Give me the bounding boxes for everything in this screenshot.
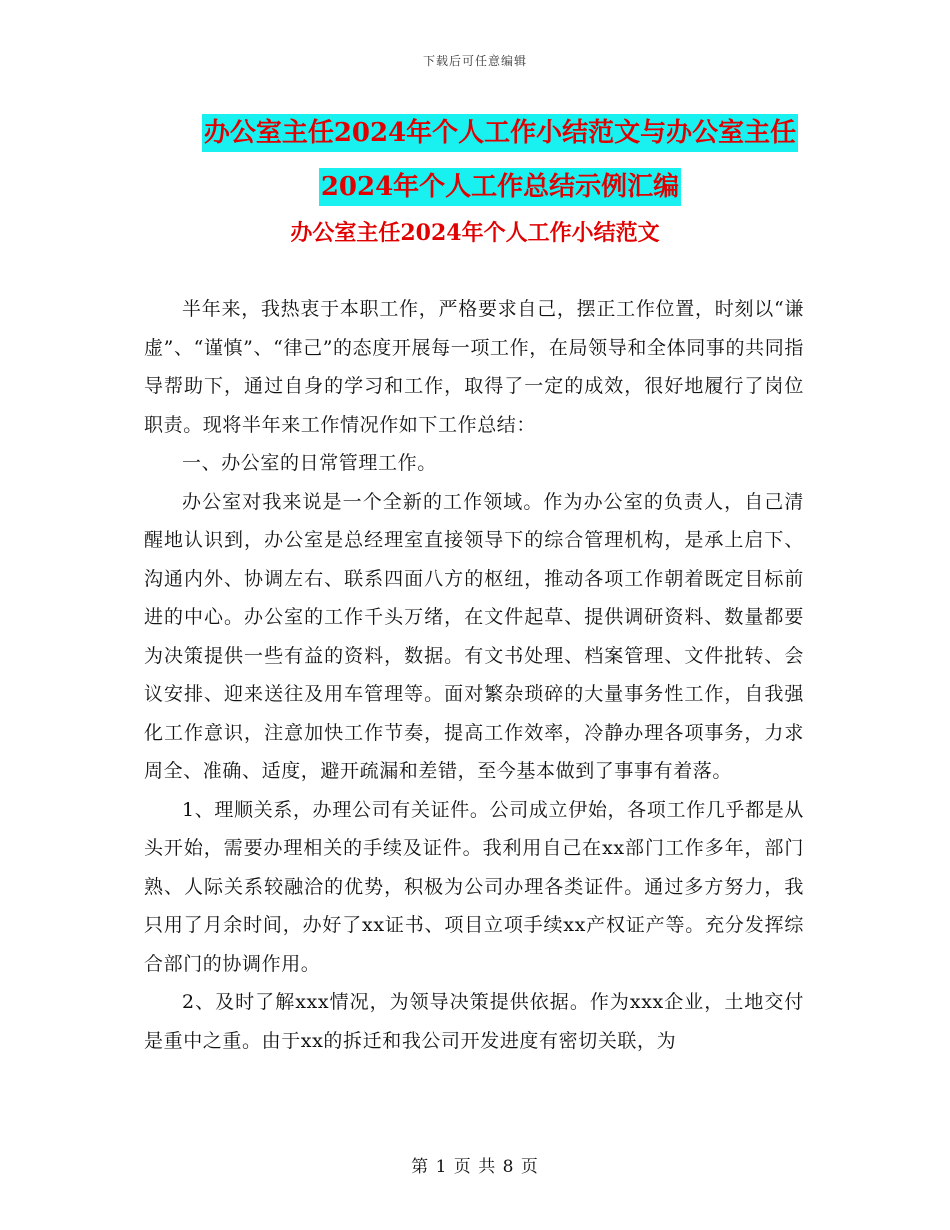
body-text (144, 290, 804, 1060)
paragraph-item-2: 2、及时了解xxx情况，为领导决策提供依据。作为xxx企业，土地交付是重中之重。由于xx的拆迁和我公司开发进度有密切关联，为 (144, 991, 804, 1052)
paragraph-office-overview: 办公室对我来说是一个全新的工作领域。作为办公室的负责人，自己清醒地认识到，办公室是总经理室直接领导下的综合管理机构，是承上启下、沟通内外、协调左右、联系四面八方的枢纽，推动各项工作朝着既定目标前进的中心。办公室的工作千头万绪，在文件起草、提供调研资料、数量都要为决策提供一些有益的资料，数据。有文书处理、档案管理、文件批转、会议安排、迎来送往及用车管理等。面对繁杂琐碎的大量事务性工作，自我强化工作意识，注意加快工作节奏，提高工作效率，冷静办理各项事务，力求周全、准确、适度，避开疏漏和差错，至今基本做到了事事有着落。 (144, 490, 804, 782)
document-title-line-2: 2024年个人工作总结示例汇编 (319, 168, 681, 206)
paragraph-heading-1: 一、办公室的日常管理工作。 (182, 452, 437, 474)
header-note: 下载后可任意编辑 (422, 54, 527, 68)
paragraph-intro: 半年来，我热衷于本职工作，严格要求自己，摆正工作位置，时刻以“谦虚”、“谨慎”、“律己”的态度开展每一项工作，在局领导和全体同事的共同指导帮助下，通过自身的学习和工作，取得了一定的成效，很好地履行了岗位职责。现将半年来工作情况作如下工作总结： (144, 298, 804, 436)
section-title: 办公室主任2024年个人工作小结范文 (290, 220, 660, 246)
paragraph-item-1: 1、理顺关系，办理公司有关证件。公司成立伊始，各项工作几乎都是从头开始，需要办理相关的手续及证件。我利用自己在xx部门工作多年，部门熟、人际关系较融洽的优势，积极为公司办理各类证件。通过多方努力，我只用了月余时间，办好了xx证书、项目立项手续xx产权证产等。充分发挥综合部门的协调作用。 (144, 798, 804, 975)
document-title-line-1: 办公室主任2024年个人工作小结范文与办公室主任 (202, 114, 798, 152)
document-title (140, 106, 860, 214)
page-footer: 第 1 页 共 8 页 (411, 1157, 539, 1177)
